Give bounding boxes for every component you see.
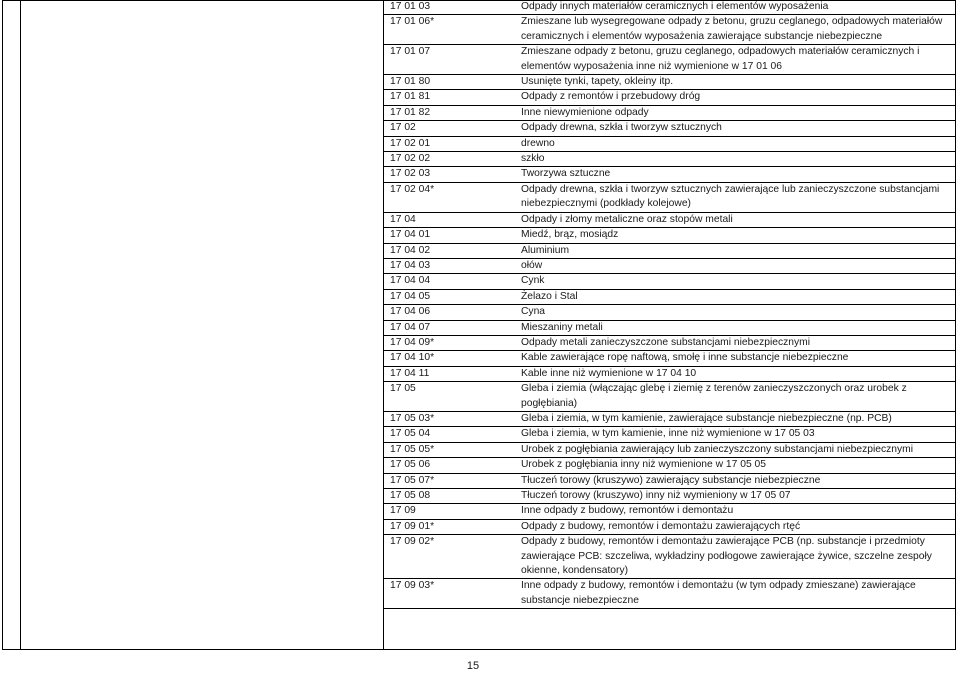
table-row bbox=[384, 167, 956, 182]
waste-description: Usunięte tynki, tapety, okleiny itp. bbox=[506, 75, 956, 90]
waste-code: 17 05 05* bbox=[384, 442, 506, 457]
table-row bbox=[384, 351, 956, 366]
table-body bbox=[384, 0, 956, 609]
waste-description: Kable zawierające ropę naftową, smołę i inne substancje niebezpieczne bbox=[506, 351, 956, 366]
waste-code: 17 01 81 bbox=[384, 90, 506, 105]
waste-code: 17 04 07 bbox=[384, 320, 506, 335]
waste-description: Odpady drewna, szkła i tworzyw sztucznych bbox=[506, 121, 956, 136]
table-row bbox=[384, 45, 956, 75]
waste-description: Gleba i ziemia, w tym kamienie, zawierające substancje niebezpieczne (np. PCB) bbox=[506, 411, 956, 426]
waste-description: Urobek z pogłębiania inny niż wymienione w 17 05 05 bbox=[506, 458, 956, 473]
waste-description: Tworzywa sztuczne bbox=[506, 167, 956, 182]
waste-description: Aluminium bbox=[506, 243, 956, 258]
table-row bbox=[384, 535, 956, 579]
waste-description: szkło bbox=[506, 152, 956, 167]
waste-code: 17 02 04* bbox=[384, 182, 506, 212]
table-row bbox=[384, 258, 956, 273]
waste-description: Zmieszane lub wysegregowane odpady z betonu, gruzu ceglanego, odpadowych materiałów ceramicznych i elementów wyposażenia zawierające substancje niebezpieczne bbox=[506, 15, 956, 45]
waste-description: ołów bbox=[506, 258, 956, 273]
waste-code: 17 04 02 bbox=[384, 243, 506, 258]
table-row bbox=[384, 473, 956, 488]
table-row bbox=[384, 90, 956, 105]
waste-description: Inne niewymienione odpady bbox=[506, 105, 956, 120]
empty-column bbox=[20, 0, 384, 649]
table-row bbox=[384, 0, 956, 15]
table-row bbox=[384, 15, 956, 45]
waste-code: 17 09 02* bbox=[384, 535, 506, 579]
page-number: 15 bbox=[466, 660, 480, 672]
waste-code: 17 01 06* bbox=[384, 15, 506, 45]
waste-description: Miedź, brąz, mosiądz bbox=[506, 228, 956, 243]
waste-code: 17 02 03 bbox=[384, 167, 506, 182]
waste-description: Odpady i złomy metaliczne oraz stopów metali bbox=[506, 212, 956, 227]
waste-code: 17 05 08 bbox=[384, 489, 506, 504]
waste-code: 17 02 bbox=[384, 121, 506, 136]
waste-code: 17 02 02 bbox=[384, 152, 506, 167]
waste-code: 17 04 01 bbox=[384, 228, 506, 243]
waste-description: Gleba i ziemia (włączając glebę i ziemię z terenów zanieczyszczonych oraz urobek z pogłębiania) bbox=[506, 382, 956, 412]
waste-code: 17 01 03 bbox=[384, 0, 506, 15]
table-row bbox=[384, 75, 956, 90]
waste-code: 17 04 10* bbox=[384, 351, 506, 366]
table-row bbox=[384, 427, 956, 442]
waste-description: Kable inne niż wymienione w 17 04 10 bbox=[506, 366, 956, 381]
waste-code: 17 09 01* bbox=[384, 519, 506, 534]
table-row bbox=[384, 182, 956, 212]
waste-description: Odpady z budowy, remontów i demontażu zawierających rtęć bbox=[506, 519, 956, 534]
waste-code: 17 04 09* bbox=[384, 335, 506, 350]
waste-code: 17 05 04 bbox=[384, 427, 506, 442]
waste-code: 17 05 03* bbox=[384, 411, 506, 426]
table-row bbox=[384, 411, 956, 426]
waste-description: Tłuczeń torowy (kruszywo) inny niż wymieniony w 17 05 07 bbox=[506, 489, 956, 504]
table-row bbox=[384, 366, 956, 381]
waste-description: Odpady metali zanieczyszczone substancjami niebezpiecznymi bbox=[506, 335, 956, 350]
table-row bbox=[384, 504, 956, 519]
table-row bbox=[384, 228, 956, 243]
waste-code: 17 09 bbox=[384, 504, 506, 519]
waste-code: 17 04 04 bbox=[384, 274, 506, 289]
table-row bbox=[384, 489, 956, 504]
table-row bbox=[384, 212, 956, 227]
waste-description: Żelazo i Stal bbox=[506, 289, 956, 304]
table-row bbox=[384, 243, 956, 258]
waste-description: Cynk bbox=[506, 274, 956, 289]
table-row bbox=[384, 121, 956, 136]
waste-code: 17 01 07 bbox=[384, 45, 506, 75]
waste-description: Inne odpady z budowy, remontów i demontażu (w tym odpady zmieszane) zawierające substancje niebezpieczne bbox=[506, 579, 956, 609]
table-row bbox=[384, 442, 956, 457]
table-row bbox=[384, 335, 956, 350]
table-row bbox=[384, 152, 956, 167]
table-row bbox=[384, 458, 956, 473]
table-row bbox=[384, 105, 956, 120]
table-row bbox=[384, 320, 956, 335]
waste-code: 17 04 bbox=[384, 212, 506, 227]
waste-description: Urobek z pogłębiania zawierający lub zanieczyszczony substancjami niebezpiecznymi bbox=[506, 442, 956, 457]
table-row bbox=[384, 519, 956, 534]
waste-description: Odpady z remontów i przebudowy dróg bbox=[506, 90, 956, 105]
waste-description: Inne odpady z budowy, remontów i demontażu bbox=[506, 504, 956, 519]
waste-description: Cyna bbox=[506, 305, 956, 320]
waste-description: Tłuczeń torowy (kruszywo) zawierający substancje niebezpieczne bbox=[506, 473, 956, 488]
table-row bbox=[384, 289, 956, 304]
waste-code: 17 01 80 bbox=[384, 75, 506, 90]
waste-description: Mieszaniny metali bbox=[506, 320, 956, 335]
table-row bbox=[384, 579, 956, 609]
table-row bbox=[384, 382, 956, 412]
waste-code: 17 04 11 bbox=[384, 366, 506, 381]
waste-code: 17 04 05 bbox=[384, 289, 506, 304]
waste-description: Odpady drewna, szkła i tworzyw sztucznych zawierające lub zanieczyszczone substancjami niebezpiecznymi (podkłady kolejowe) bbox=[506, 182, 956, 212]
waste-code: 17 04 06 bbox=[384, 305, 506, 320]
waste-code: 17 02 01 bbox=[384, 136, 506, 151]
waste-description: drewno bbox=[506, 136, 956, 151]
waste-description: Odpady z budowy, remontów i demontażu zawierające PCB (np. substancje i przedmioty zawierające PCB: szczeliwa, wykładziny podłogowe zawierające żywice, szczelne zespoły okienne, kondensatory) bbox=[506, 535, 956, 579]
waste-code: 17 05 07* bbox=[384, 473, 506, 488]
table-row bbox=[384, 274, 956, 289]
table-row bbox=[384, 136, 956, 151]
waste-code: 17 09 03* bbox=[384, 579, 506, 609]
waste-code: 17 05 06 bbox=[384, 458, 506, 473]
waste-code: 17 01 82 bbox=[384, 105, 506, 120]
waste-code: 17 05 bbox=[384, 382, 506, 412]
waste-description: Zmieszane odpady z betonu, gruzu ceglanego, odpadowych materiałów ceramicznych i elementów wyposażenia inne niż wymienione w 17 01 06 bbox=[506, 45, 956, 75]
waste-code-table bbox=[384, 0, 956, 609]
waste-description: Gleba i ziemia, w tym kamienie, inne niż wymienione w 17 05 03 bbox=[506, 427, 956, 442]
waste-description: Odpady innych materiałów ceramicznych i elementów wyposażenia bbox=[506, 0, 956, 15]
waste-code: 17 04 03 bbox=[384, 258, 506, 273]
table-row bbox=[384, 305, 956, 320]
